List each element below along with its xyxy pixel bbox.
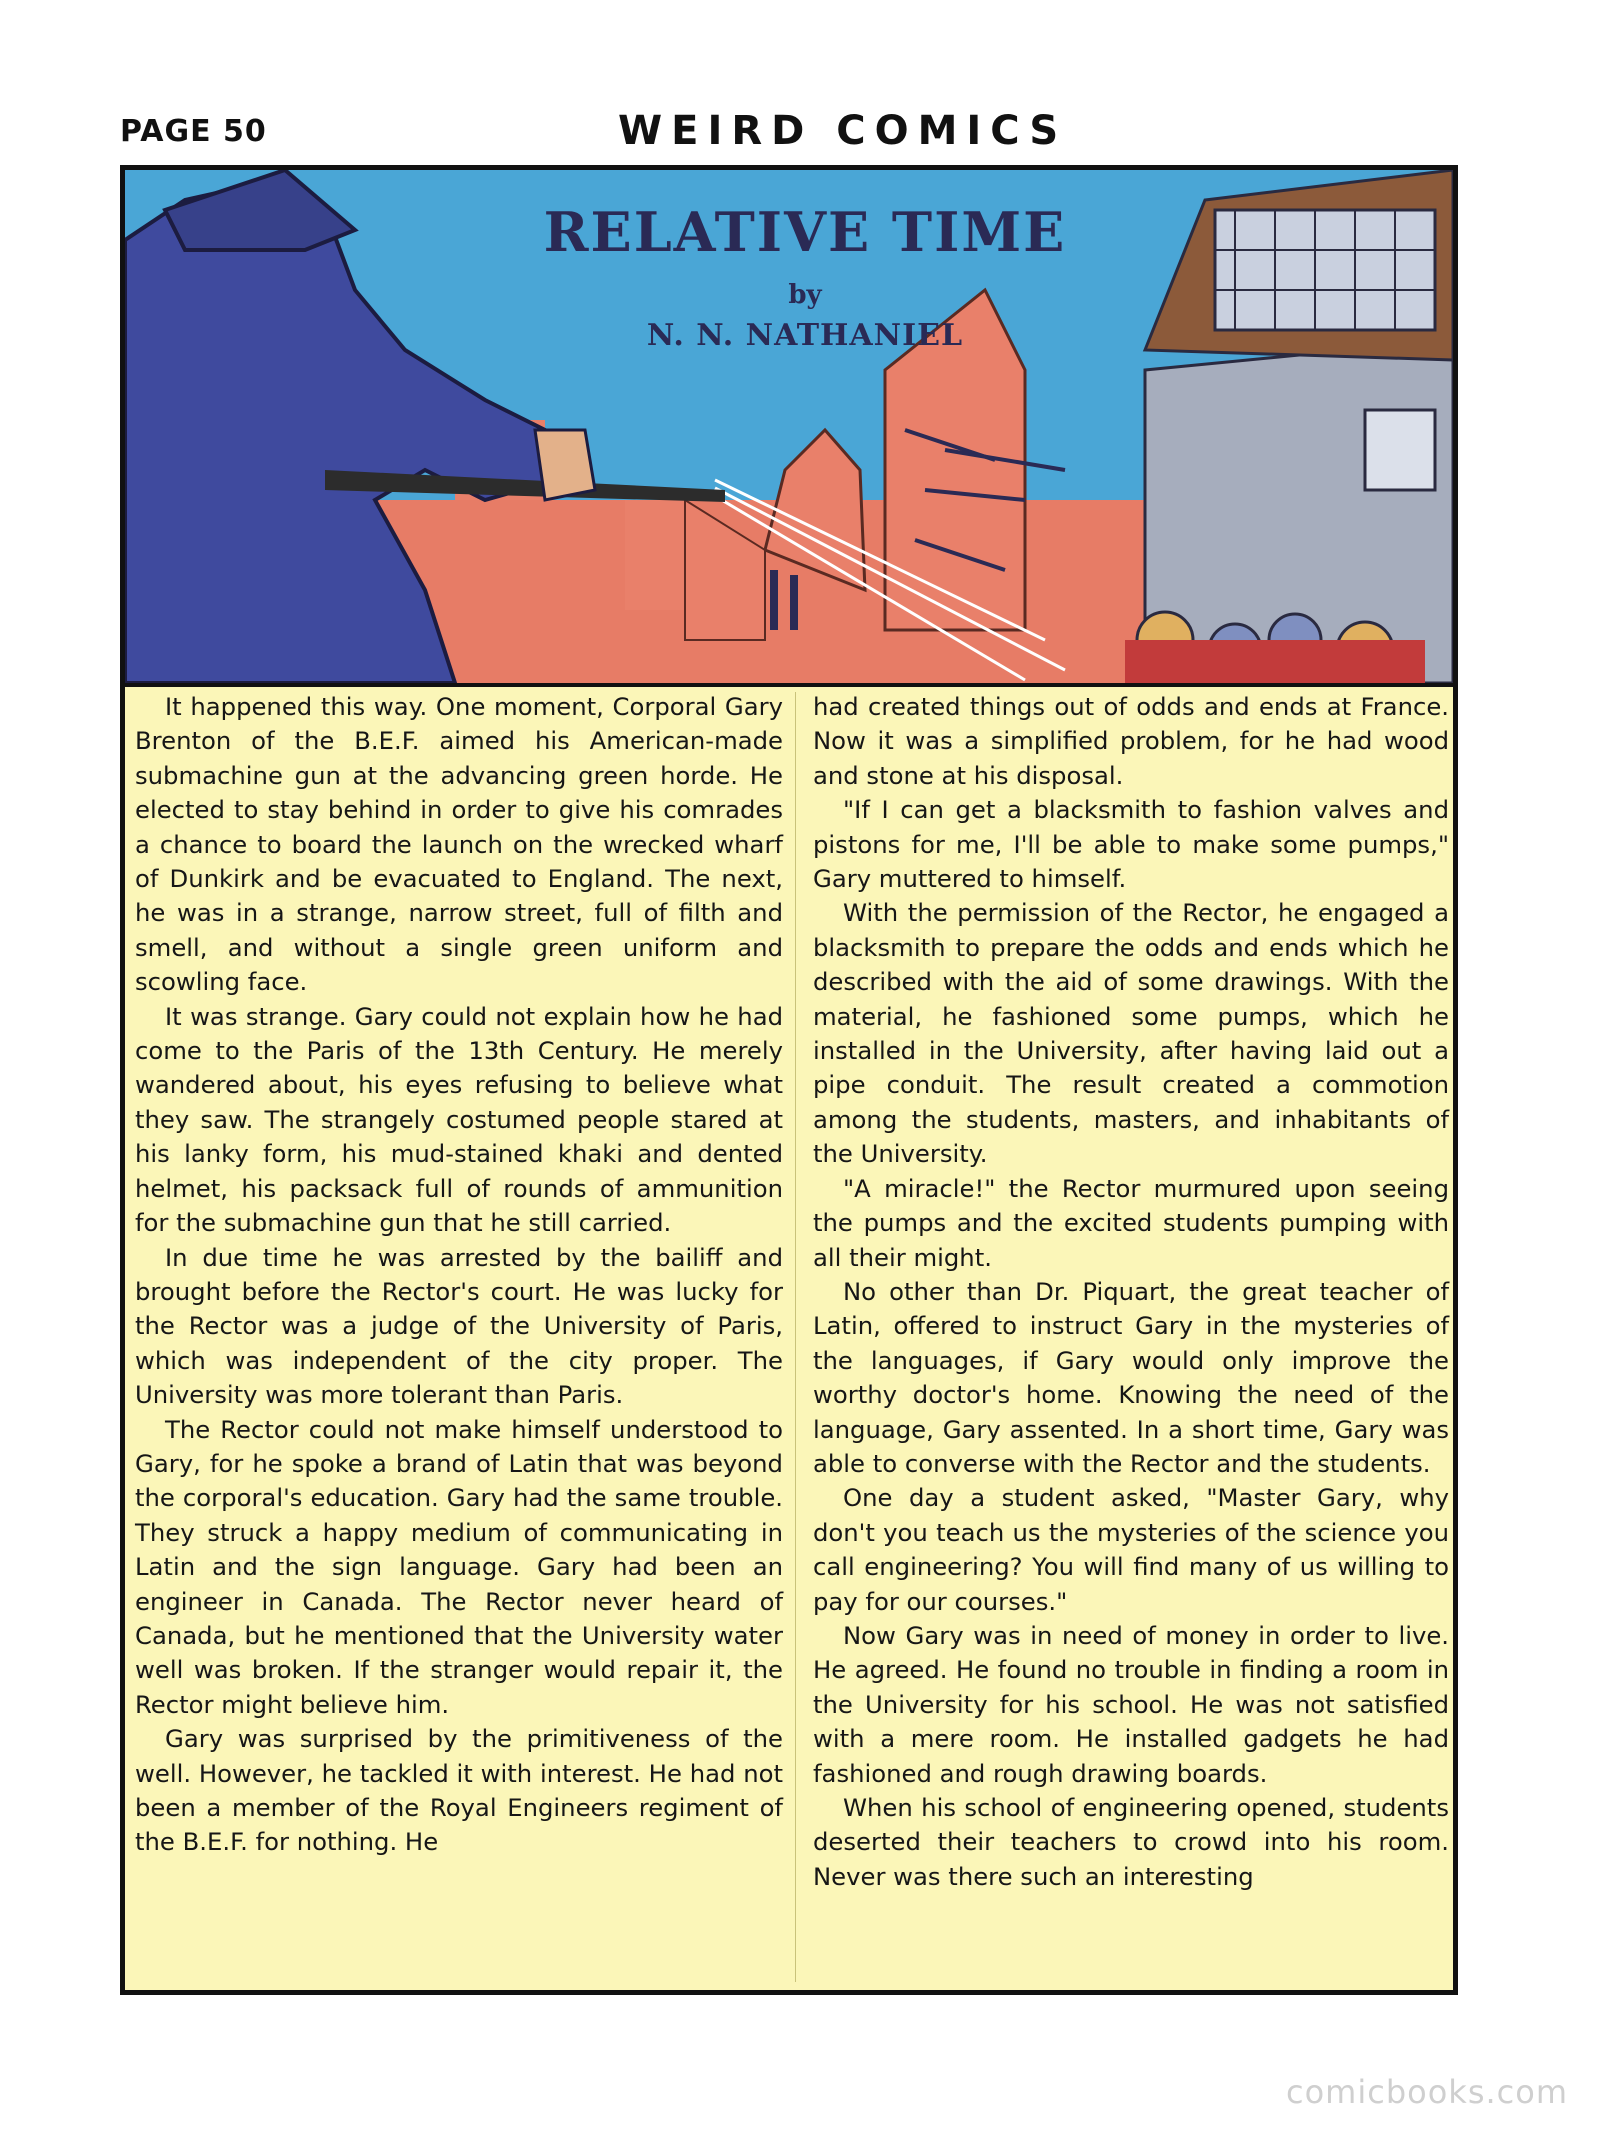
- story-author: N. N. NATHANIEL: [646, 318, 964, 353]
- paragraph: "If I can get a blacksmith to fashion valves and pistons for me, I'll be able to make some pumps," Gary muttered to himself.: [813, 795, 1449, 894]
- paragraph: One day a student asked, "Master Gary, why don't you teach us the mysteries of the science you call engineering? You will find many of us willing to pay for our courses.": [813, 1483, 1449, 1616]
- paragraph: The Rector could not make himself understood to Gary, for he spoke a brand of Latin that was beyond the corporal's education. Gary had the same trouble. They struck a happy medium of communicating in Latin and the sign language. Gary had been an engineer in Canada. The Rector never heard of Canada, but he mentioned that the University water well was broken. If the stranger would repair it, the Rector might believe him.: [135, 1414, 783, 1719]
- paragraph: Now Gary was in need of money in order to live. He agreed. He found no trouble in finding a room in the University for his school. He was not satisfied with a mere room. He installed gadgets he had fashioned and rough drawing boards.: [813, 1620, 1449, 1788]
- story-frame: [120, 165, 1458, 1995]
- story-illustration: [125, 170, 1453, 683]
- paragraph: Gary was surprised by the primitiveness of the well. However, he tackled it with interest. He had not been a member of the Royal Engineers regiment of the B.E.F. for nothing. He: [135, 1724, 783, 1857]
- paragraph: In due time he was arrested by the bailiff and brought before the Rector's court. He was lucky for the Rector was a judge of the University of Paris, which was independent of the city proper. The University was more tolerant than Paris.: [135, 1242, 783, 1410]
- paragraph: No other than Dr. Piquart, the great teacher of Latin, offered to instruct Gary in the mysteries of the languages, if Gary would only improve the worthy doctor's home. Knowing the need of the language, Gary assented. In a short time, Gary was able to converse with the Rector and the students.: [813, 1276, 1449, 1478]
- byline-by: by: [788, 280, 822, 310]
- paragraph: had created things out of odds and ends at France. Now it was a simplified problem, for he had wood and stone at his disposal.: [813, 692, 1449, 790]
- paragraph: With the permission of the Rector, he engaged a blacksmith to prepare the odds and ends which he described with the aid of some drawings. With the material, he fashioned some pumps, which he installed in the University, after having laid out a pipe conduit. The result created a commotion among the students, masters, and inhabitants of the University.: [813, 898, 1449, 1169]
- story-title: RELATIVE TIME: [543, 200, 1067, 264]
- magazine-title: WEIRD COMICS: [618, 108, 1068, 154]
- paragraph: "A miracle!" the Rector murmured upon seeing the pumps and the excited students pumping with all their might.: [813, 1173, 1449, 1272]
- paragraph: It happened this way. One moment, Corporal Gary Brenton of the B.E.F. aimed his American-made submachine gun at the advancing green horde. He elected to stay behind in order to give his comrades a chance to board the launch on the wrecked wharf of Dunkirk and be evacuated to England. The next, he was in a strange, narrow street, full of filth and smell, and without a single green uniform and scowling face.: [135, 692, 783, 997]
- illustration-divider: [125, 683, 1453, 687]
- page-header: [0, 108, 1600, 158]
- paragraph: When his school of engineering opened, students deserted their teachers to crowd into his room. Never was there such an interesting: [813, 1793, 1449, 1891]
- text-column-left: [135, 690, 783, 1860]
- paragraph: It was strange. Gary could not explain how he had come to the Paris of the 13th Century. He merely wandered about, his eyes refusing to believe what they saw. The strangely costumed people stared at his lanky form, his mud-stained khaki and dented helmet, his packsack full of rounds of ammunition for the submachine gun that he still carried.: [135, 1001, 783, 1238]
- page-number: PAGE 50: [120, 114, 267, 149]
- column-divider: [795, 692, 796, 1982]
- text-column-right: [813, 690, 1449, 1894]
- watermark: comicbooks.com: [1286, 2073, 1569, 2111]
